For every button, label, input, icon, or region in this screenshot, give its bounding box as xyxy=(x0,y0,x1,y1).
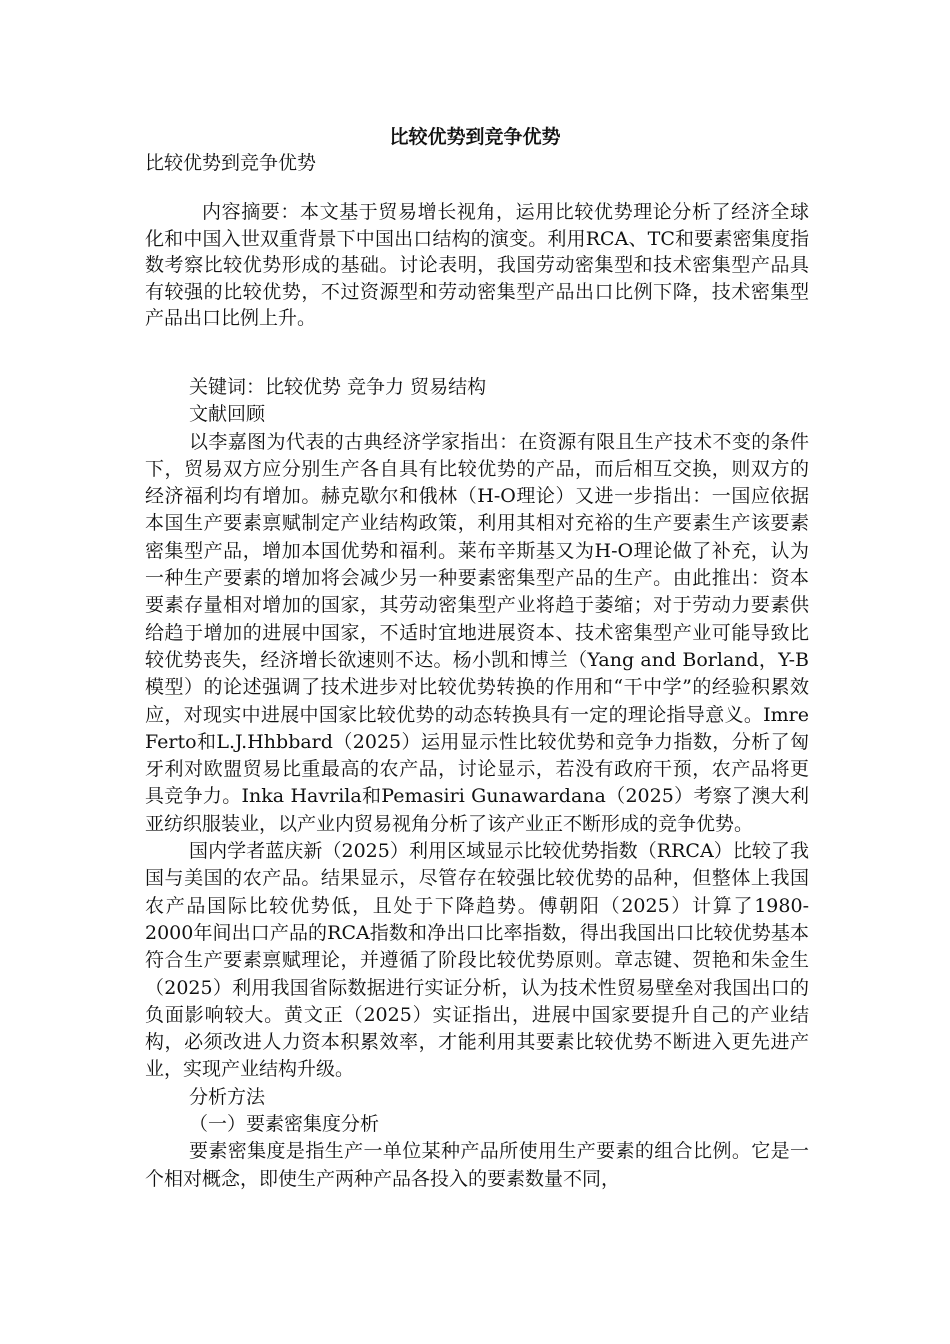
document-subtitle: 比较优势到竞争优势 xyxy=(145,152,317,174)
factor-intensity-paragraph: 要素密集度是指生产一单位某种产品所使用生产要素的组合比例。它是一个相对概念，即使生产两种产品各投入的要素数量不同， xyxy=(145,1140,809,1190)
subsection-heading-factor-intensity: （一）要素密集度分析 xyxy=(189,1113,380,1136)
abstract-paragraph: 内容摘要：本文基于贸易增长视角，运用比较优势理论分析了经济全球化和中国入世双重背景下中国出口结构的演变。利用RCA、TC和要素密集度指数考察比较优势形成的基础。讨论表明，我国劳动密集型和技术密集型产品具有较强的比较优势，不过资源型和劳动密集型产品出口比例下降，技术密集型产品出口比例上升。 xyxy=(145,201,809,329)
document-body xyxy=(145,374,809,1193)
section-heading-literature-review: 文献回顾 xyxy=(189,403,266,426)
literature-review-paragraph-1: 以李嘉图为代表的古典经济学家指出：在资源有限且生产技术不变的条件下，贸易双方应分别生产各自具有比较优势的产品，而后相互交换，则双方的经济福利均有增加。赫克歇尔和俄林（H-O理论）又进一步指出：一国应依据本国生产要素禀赋制定产业结构政策，利用其相对充裕的生产要素生产该要素密集型产品，增加本国优势和福利。莱布辛斯基又为H-O理论做了补充，认为一种生产要素的增加将会减少另一种要素密集型产品的生产。由此推出：资本要素存量相对增加的国家，其劳动密集型产业将趋于萎缩；对于劳动力要素供给趋于增加的进展中国家，不适时宜地进展资本、技术密集型产业可能导致比较优势丧失，经济增长欲速则不达。杨小凯和博兰（Yang and Borland，Y-B模型）的论述强调了技术进步对比较优势转换的作用和“干中学”的经验积累效应，对现实中进展中国家比较优势的动态转换具有一定的理论指导意义。Imre Ferto和L.J.Hhbbard（2025）运用显示性比较优势和竞争力指数，分析了匈牙利对欧盟贸易比重最高的农产品，讨论显示，若没有政府干预，农产品将更具竞争力。Inka Havrila和Pemasiri Gunawardana（2025）考察了澳大利亚纺织服装业，以产业内贸易视角分析了该产业正不断形成的竞争优势。 xyxy=(145,430,809,835)
literature-review-paragraph-2: 国内学者蓝庆新（2025）利用区域显示比较优势指数（RRCA）比较了我国与美国的农产品。结果显示，尽管存在较强比较优势的品种，但整体上我国农产品国际比较优势低，且处于下降趋势。傅朝阳（2025）计算了1980-2000年间出口产品的RCA指数和净出口比率指数，得出我国出口比较优势基本符合生产要素禀赋理论，并遵循了阶段比较优势原则。章志键、贺艳和朱金生（2025）利用我国省际数据进行实证分析，认为技术性贸易壁垒对我国出口的负面影响较大。黄文正（2025）实证指出，进展中国家要提升自己的产业结构，必须改进人力资本积累效率，才能利用其要素比较优势不断进入更先进产业，实现产业结构升级。 xyxy=(145,840,809,1081)
document-title: 比较优势到竞争优势 xyxy=(389,126,561,148)
section-heading-methods: 分析方法 xyxy=(189,1085,266,1108)
keywords-line: 关键词：比较优势 竞争力 贸易结构 xyxy=(189,376,487,398)
